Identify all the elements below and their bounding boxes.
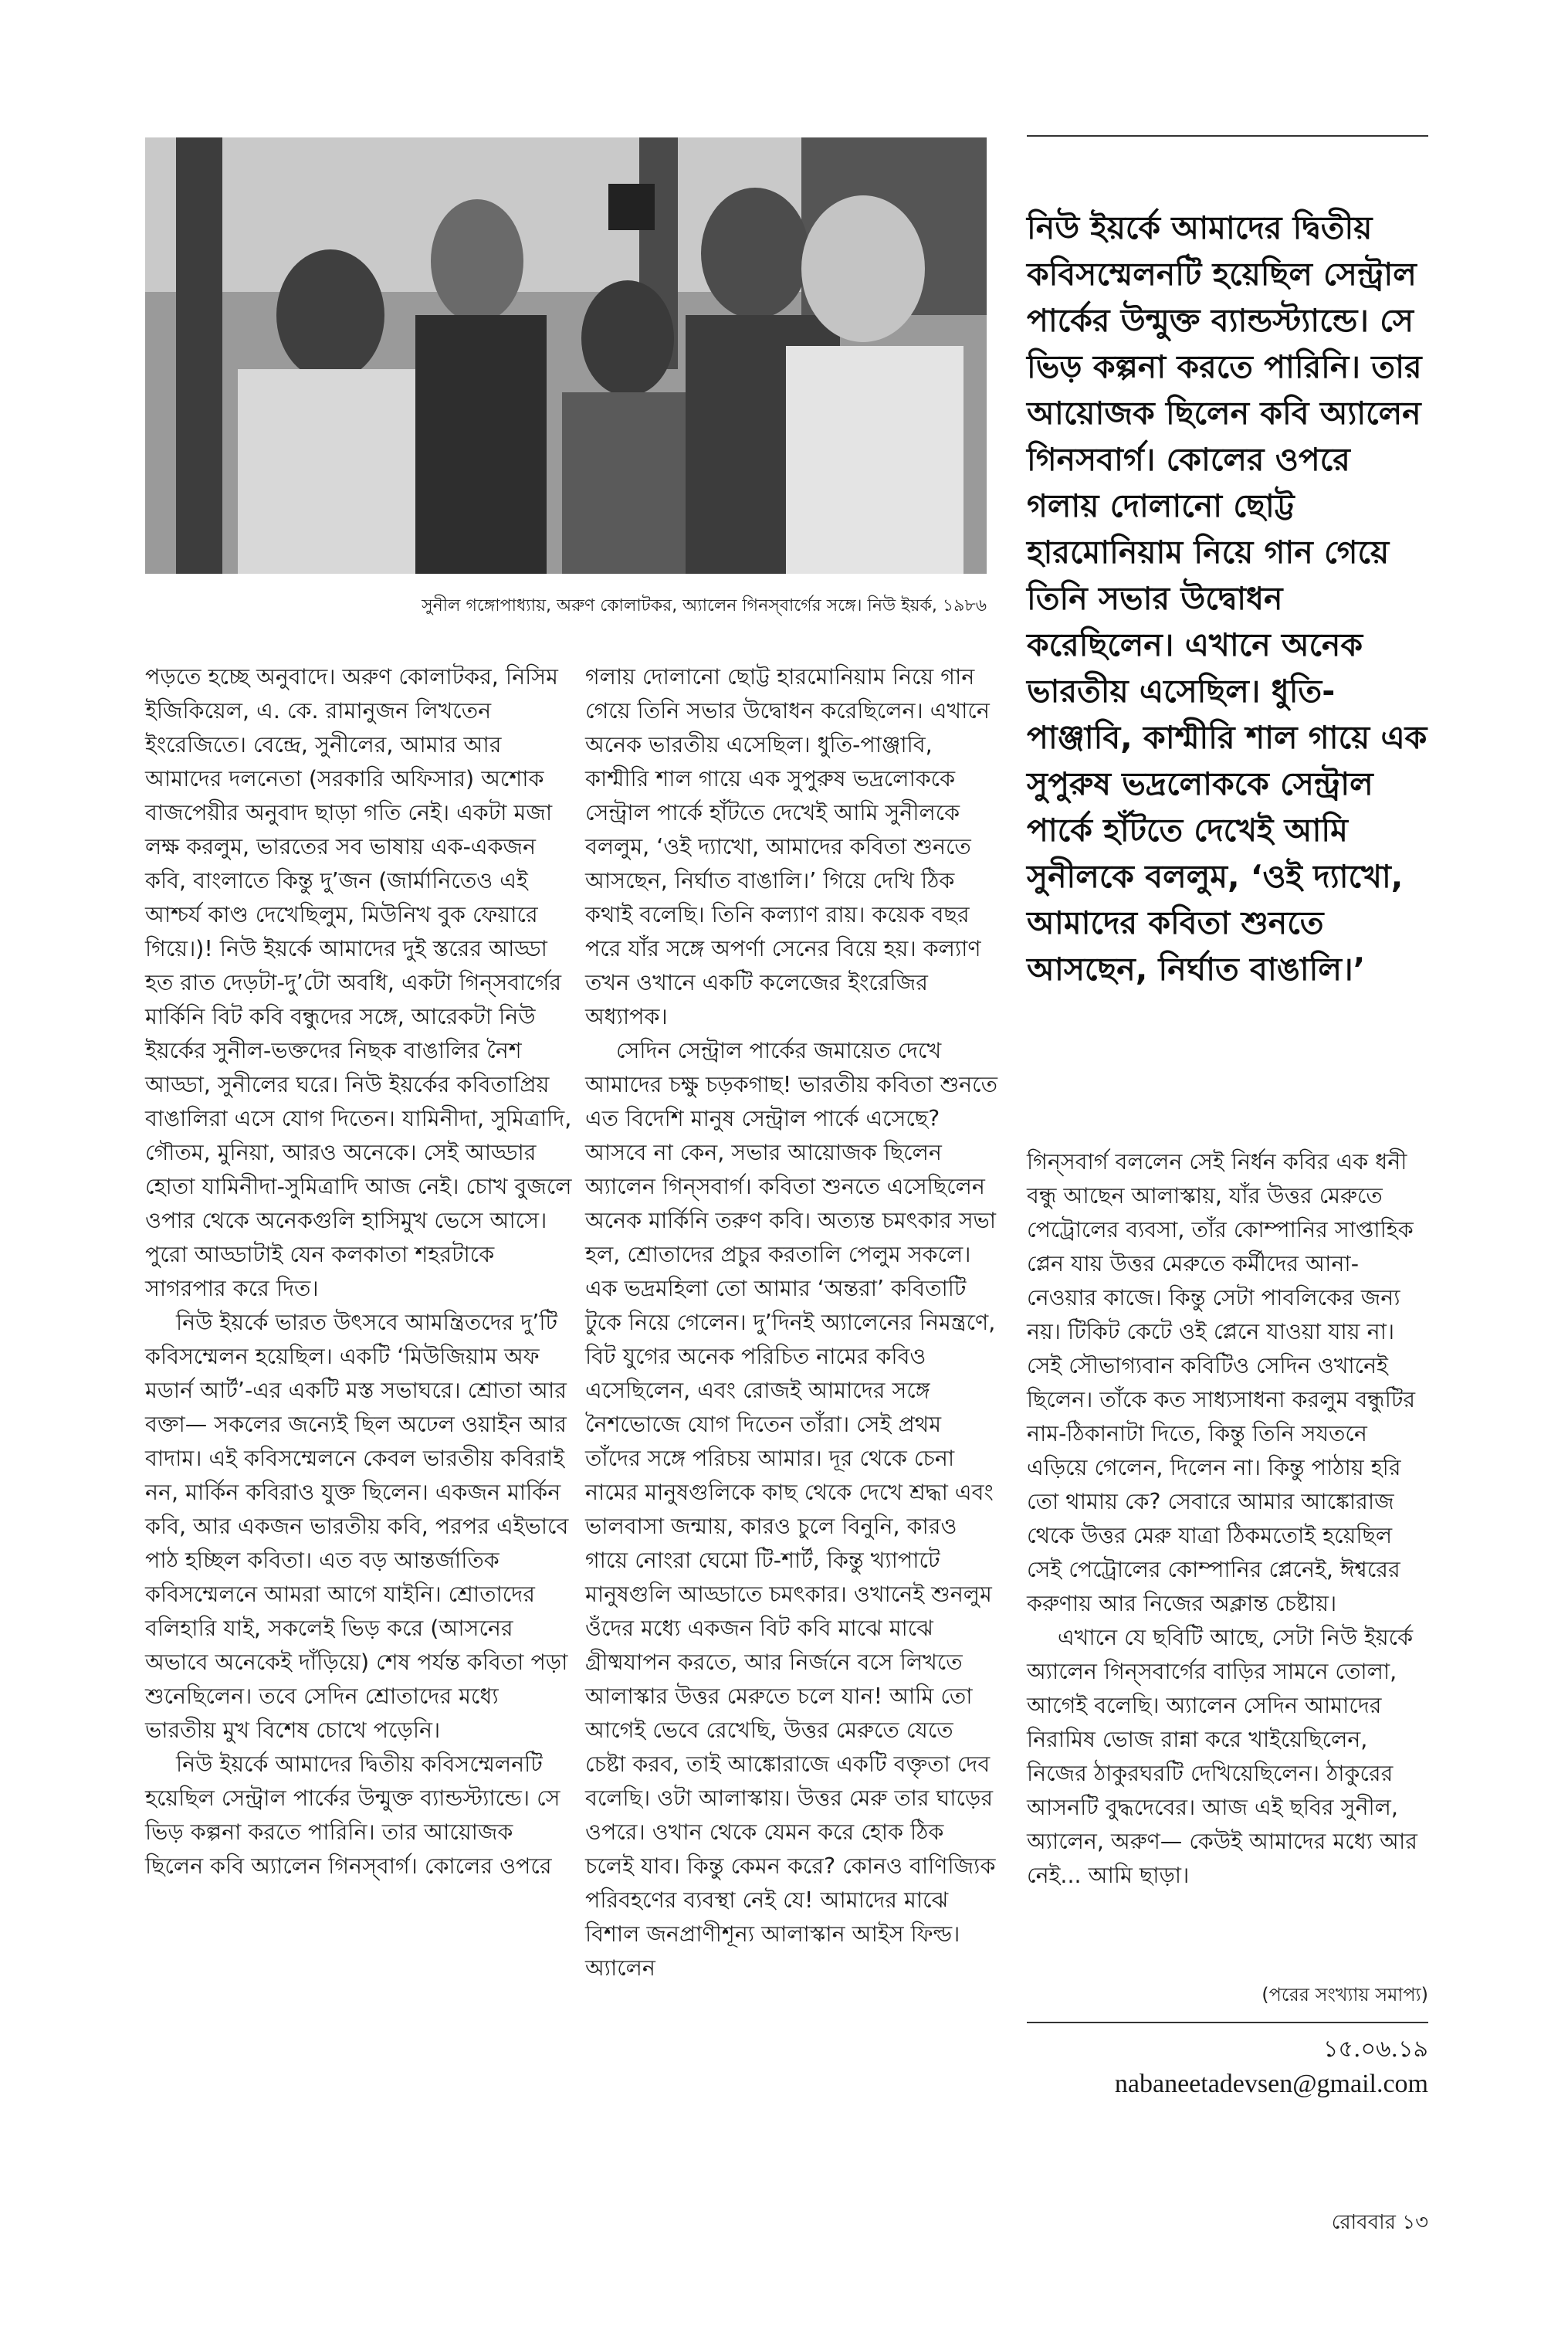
group-photo-illustration [145,137,987,574]
article-column-1 [145,660,574,1884]
article-column-2 [585,660,998,1985]
paragraph: সেদিন সেন্ট্রাল পার্কের জমায়েত দেখে আমাদের চক্ষু চড়কগাছ! ভারতীয় কবিতা শুনতে এত বিদেশি মানুষ সেন্ট্রাল পার্কে এসেছে? আসবে না কেন, সভার আয়োজক ছিলেন অ্যালেন গিন্‌সবার্গ। কবিতা শুনতে এসেছিলেন অনেক মার্কিনি তরুণ কবি। অত্যন্ত চমৎকার সভা হল, শ্রোতাদের প্রচুর করতালি পেলুম সকলে। এক ভদ্রমহিলা তো আমার ‘অন্তরা’ কবিতাটি টুকে নিয়ে গেলেন। দু’দিনই অ্যালেনের নিমন্ত্রণে, বিট যুগের অনেক পরিচিত নামের কবিও এসেছিলেন, এবং রোজই আমাদের সঙ্গে নৈশভোজে যোগ দিতেন তাঁরা। সেই প্রথম তাঁদের সঙ্গে পরিচয় আমার। দূর থেকে চেনা নামের মানুষগুলিকে কাছ থেকে দেখে শ্রদ্ধা এবং ভালবাসা জন্মায়, কারও চুলে বিনুনি, কারও গায়ে নোংরা ঘেমো টি-শার্ট, কিন্তু খ্যাপাটে মানুষগুলি আড্ডাতে চমৎকার। ওখানেই শুনলুম ওঁদের মধ্যে একজন বিট কবি মাঝে মাঝে গ্রীষ্মযাপন করতে, আর নির্জনে বসে লিখতে আলাস্কার উত্তর মেরুতে চলে যান! আমি তো আগেই ভেবে রেখেছি, উত্তর মেরুতে যেতে চেষ্টা করব, তাই আঙ্কোরাজে একটি বক্তৃতা দেব বলেছি। ওটা আলাস্কায়। উত্তর মেরু তার ঘাড়ের ওপরে। ওখান থেকে যেমন করে হোক ঠিক চলেই যাব। কিন্তু কেমন করে? কোনও বাণিজ্যিক পরিবহণের ব্যবস্থা নেই যে! আমাদের মাঝে বিশাল জনপ্রাণীশূন্য আলাস্কান আইস ফিল্ড। অ্যালেন [585,1038,997,1981]
article-column-3 [1027,1145,1428,1893]
top-rule [1027,135,1428,137]
article-date: ১৫.০৬.১৯ [1323,2036,1428,2063]
pull-quote: নিউ ইয়র্কে আমাদের দ্বিতীয় কবিসম্মেলনটি হয়েছিল সেন্ট্রাল পার্কের উন্মুক্ত ব্যান্ডস্ট্যান্ডে। সে ভিড় কল্পনা করতে পারিনি। তার আয়োজক ছিলেন কবি অ্যালেন গিনসবার্গ। কোলের ওপরে গলায় দোলানো ছোট্ট হারমোনিয়াম নিয়ে গান গেয়ে তিনি সভার উদ্বোধন করেছিলেন। এখানে অনেক ভারতীয় এসেছিল। ধুতি-পাঞ্জাবি, কাশ্মীরি শাল গায়ে এক সুপুরুষ ভদ্রলোককে সেন্ট্রাল পার্কে হাঁটতে দেখেই আমি সুনীলকে বললুম, ‘ওই দ্যাখো, আমাদের কবিতা শুনতে আসছেন, নির্ঘাত বাঙালি।’ [1027,209,1427,988]
paragraph: এখানে যে ছবিটি আছে, সেটা নিউ ইয়র্কে অ্যালেন গিন্‌সবার্গের বাড়ির সামনে তোলা, আগেই বলেছি। অ্যালেন সেদিন আমাদের নিরামিষ ভোজ রান্না করে খাইয়েছিলেন, নিজের ঠাকুরঘরটি দেখিয়েছিলেন। ঠাকুরের আসনটি বুদ্ধদেবের। আজ এই ছবির সুনীল, অ্যালেন, অরুণ— কেউই আমাদের মধ্যে আর নেই... আমি ছাড়া। [1027,1625,1417,1888]
signature-rule [1027,2022,1428,2023]
paragraph: নিউ ইয়র্কে ভারত উৎসবে আমন্ত্রিতদের দু’টি কবিসম্মেলন হয়েছিল। একটি ‘মিউজিয়াম অফ মডার্ন আর্ট’-এর একটি মস্ত সভাঘরে। শ্রোতা আর বক্তা— সকলের জন্যেই ছিল অঢেল ওয়াইন আর বাদাম। এই কবিসম্মেলনে কেবল ভারতীয় কবিরাই নন, মার্কিন কবিরাও যুক্ত ছিলেন। একজন মার্কিন কবি, আর একজন ভারতীয় কবি, পরপর এইভাবে পাঠ হচ্ছিল কবিতা। এত বড় আন্তর্জাতিক কবিসম্মেলনে আমরা আগে যাইনি। শ্রোতাদের বলিহারি যাই, সকলেই ভিড় করে (আসনের অভাবে অনেকেই দাঁড়িয়ে) শেষ পর্যন্ত কবিতা পড়া শুনেছিলেন। তবে সেদিন শ্রোতাদের মধ্যে ভারতীয় মুখ বিশেষ চোখে পড়েনি। [145,1310,569,1743]
paragraph: গলায় দোলানো ছোট্ট হারমোনিয়াম নিয়ে গান গেয়ে তিনি সভার উদ্বোধন করেছিলেন। এখানে অনেক ভারতীয় এসেছিল। ধুতি-পাঞ্জাবি, কাশ্মীরি শাল গায়ে এক সুপুরুষ ভদ্রলোককে সেন্ট্রাল পার্কে হাঁটতে দেখেই আমি সুনীলকে বললুম, ‘ওই দ্যাখো, আমাদের কবিতা শুনতে আসছেন, নির্ঘাত বাঙালি।’ গিয়ে দেখি ঠিক কথাই বলেছি। তিনি কল্যাণ রায়। কয়েক বছর পরে যাঁর সঙ্গে অপর্ণা সেনের বিয়ে হয়। কল্যাণ তখন ওখানে একটি কলেজের ইংরেজির অধ্যাপক। [585,664,990,1029]
photo-caption: সুনীল গঙ্গোপাধ্যায়, অরুণ কোলাটকর, অ্যালেন গিনস্‌বার্গের সঙ্গে। নিউ ইয়র্ক, ১৯৮৬ [422,596,987,615]
continued-note: (পরের সংখ্যায় সমাপ্য) [1262,1984,1428,2006]
paragraph: পড়তে হচ্ছে অনুবাদে। অরুণ কোলাটকর, নিসিম ইজিকিয়েল, এ. কে. রামানুজন লিখতেন ইংরেজিতে। বেন্দ্রে, সুনীলের, আমার আর আমাদের দলনেতা (সরকারি অফিসার) অশোক বাজপেয়ীর অনুবাদ ছাড়া গতি নেই। একটা মজা লক্ষ করলুম, ভারতের সব ভাষায় এক-একজন কবি, বাংলাতে কিন্তু দু’জন (জার্মানিতেও এই আশ্চর্য কাণ্ড দেখেছিলুম, মিউনিখ বুক ফেয়ারে গিয়ে।)! নিউ ইয়র্কে আমাদের দুই স্তরের আড্ডা হত রাত দেড়টা-দু’টো অবধি, একটা গিন্‌সবার্গের মার্কিনি বিট কবি বন্ধুদের সঙ্গে, আরেকটা নিউ ইয়র্কের সুনীল-ভক্তদের নিছক বাঙালির নৈশ আড্ডা, সুনীলের ঘরে। নিউ ইয়র্কের কবিতাপ্রিয় বাঙালিরা এসে যোগ দিতেন। যামিনীদা, সুমিত্রাদি, গৌতম, মুনিয়া, আরও অনেকে। সেই আড্ডার হোতা যামিনীদা-সুমিত্রাদি আজ নেই। চোখ বুজলে ওপার থেকে অনেকগুলি হাসিমুখ ভেসে আসে। পুরো আড্ডাটাই যেন কলকাতা শহরটাকে সাগরপার করে দিত। [145,664,572,1301]
paragraph: নিউ ইয়র্কে আমাদের দ্বিতীয় কবিসম্মেলনটি হয়েছিল সেন্ট্রাল পার্কের উন্মুক্ত ব্যান্ডস্ট্যান্ডে। সে ভিড় কল্পনা করতে পারিনি। তার আয়োজক ছিলেন কবি অ্যালেন গিনস্‌বার্গ। কোলের ওপরে [145,1751,560,1879]
paragraph: গিন্‌সবার্গ বললেন সেই নির্ধন কবির এক ধনী বন্ধু আছেন আলাস্কায়, যাঁর উত্তর মেরুতে পেট্রোলের ব্যবসা, তাঁর কোম্পানির সাপ্তাহিক প্লেন যায় উত্তর মেরুতে কর্মীদের আনা-নেওয়ার কাজে। কিন্তু সেটা পাবলিকের জন্য নয়। টিকিট কেটে ওই প্লেনে যাওয়া যায় না। সেই সৌভাগ্যবান কবিটিও সেদিন ওখানেই ছিলেন। তাঁকে কত সাধ্যসাধনা করলুম বন্ধুটির নাম-ঠিকানাটা দিতে, কিন্তু তিনি সযতনে এড়িয়ে গেলেন, দিলেন না। কিন্তু পাঠায় হরি তো থামায় কে? সেবারে আমার আঙ্কোরাজ থেকে উত্তর মেরু যাত্রা ঠিকমতোই হয়েছিল সেই পেট্রোলের কোম্পানির প্লেনেই, ঈশ্বরের করুণায় আর নিজের অক্লান্ত চেষ্টায়। [1027,1149,1416,1616]
page-folio: রোববার ১৩ [1331,2211,1428,2234]
author-email: nabaneetadevsen@gmail.com [1114,2070,1428,2098]
group-photo [145,137,987,574]
